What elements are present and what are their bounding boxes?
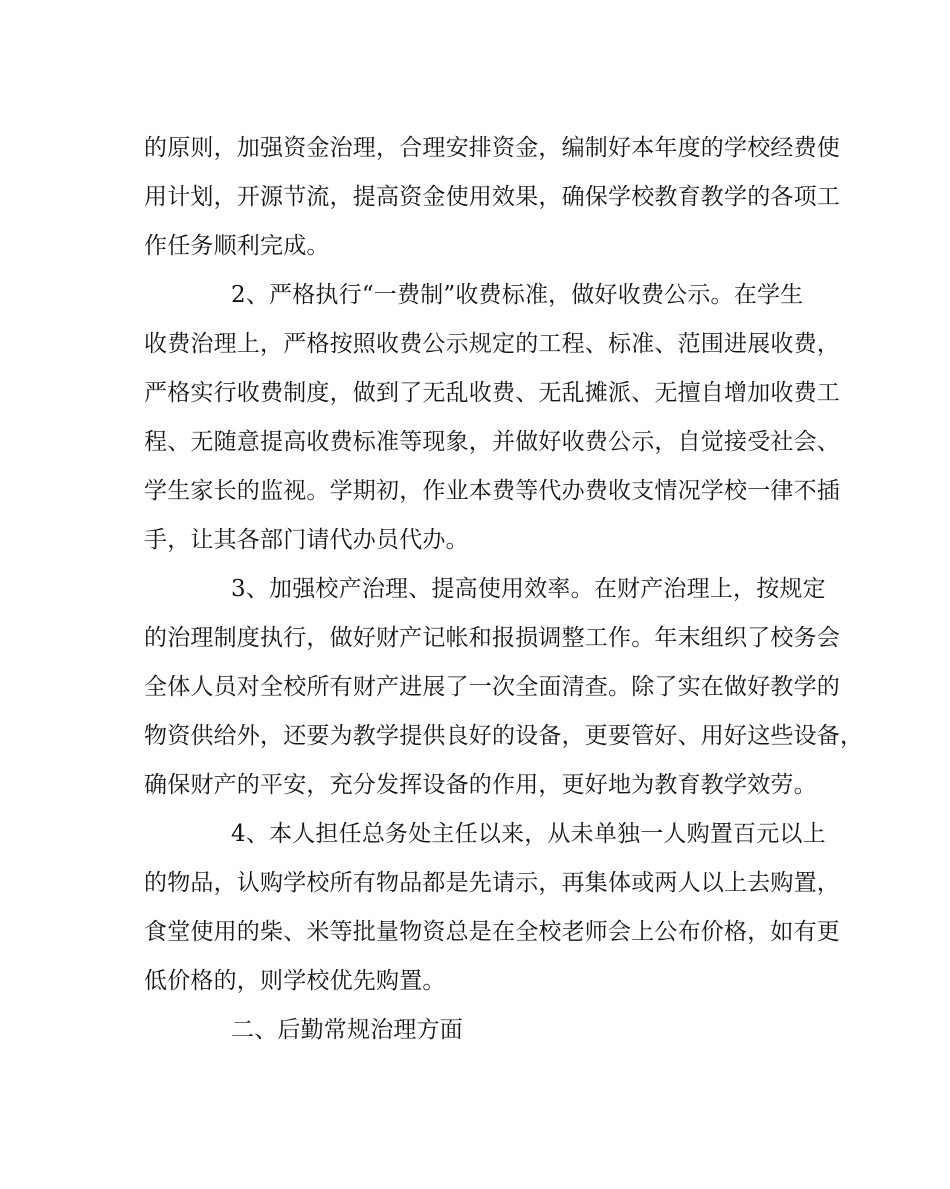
section-item-2-heading-line: 2、严格执行“一费制”收费标准，做好收费公示。在学生 xyxy=(231,282,804,308)
paragraph-line: 收费治理上，严格按照收费公示规定的工程、标准、范围进展收费， xyxy=(144,331,840,357)
section-heading: 二、后勤常规治理方面 xyxy=(231,1017,463,1043)
section-item-4-heading-line: 4、本人担任总务处主任以来，从未单独一人购置百元以上 xyxy=(231,821,826,847)
paragraph-line: 的治理制度执行，做好财产记帐和报损调整工作。年末组织了校务会 xyxy=(144,625,840,651)
paragraph-line: 程、无随意提高收费标准等现象，并做好收费公示，自觉接受社会、 xyxy=(144,429,840,455)
paragraph-line: 的原则，加强资金治理，合理安排资金，编制好本年度的学校经费使 xyxy=(144,135,840,161)
paragraph-line: 低价格的，则学校优先购置。 xyxy=(144,968,446,994)
paragraph-line: 物资供给外，还要为教学提供良好的设备，更要管好、用好这些设备， xyxy=(144,723,864,749)
paragraph-line: 的物品，认购学校所有物品都是先请示，再集体或两人以上去购置， xyxy=(144,870,840,896)
section-item-3-heading-line: 3、加强校产治理、提高使用效率。在财产治理上，按规定 xyxy=(231,576,826,602)
paragraph-line: 学生家长的监视。学期初，作业本费等代办费收支情况学校一律不插 xyxy=(144,478,840,504)
paragraph-line: 作任务顺利完成。 xyxy=(144,233,330,259)
paragraph-line: 用计划，开源节流，提高资金使用效果，确保学校教育教学的各项工 xyxy=(144,184,840,210)
paragraph-line: 食堂使用的柴、米等批量物资总是在全校老师会上公布价格，如有更 xyxy=(144,919,840,945)
paragraph-line: 确保财产的平安，充分发挥设备的作用，更好地为教育教学效劳。 xyxy=(144,772,817,798)
paragraph-line: 全体人员对全校所有财产进展了一次全面清查。除了实在做好教学的 xyxy=(144,674,840,700)
paragraph-line: 手，让其各部门请代办员代办。 xyxy=(144,527,469,553)
paragraph-line: 严格实行收费制度，做到了无乱收费、无乱摊派、无擅自增加收费工 xyxy=(144,380,840,406)
